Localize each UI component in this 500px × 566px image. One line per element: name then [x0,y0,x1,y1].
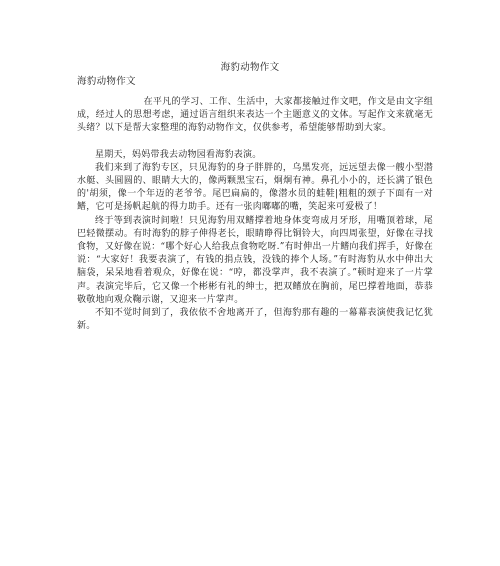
document-title: 海豹动物作文 [220,62,280,73]
document-body [77,96,433,333]
body-paragraph: 我们来到了海豹专区，只见海豹的身子胖胖的，乌黑发亮，远远望去像一艘小型潜水艇、头圆圆的、眼睛大大的，像两颗黑宝石，炯炯有神。鼻孔小小的，还长满了银色的'胡须，像一个年迈的老爷爷。尾巴扁扁的，像潜水员的蛙鞋|粗粗的颈子下面有一对鳍，它可是扬帆起航的得力助手。还有一张肉嘟嘟的嘴，笑起来可爱极了！ [77,162,433,213]
intro-paragraph: 在平凡的学习、工作、生活中，大家都接触过作文吧，作文是由文字组成，经过人的思想考虑，通过语言组织来表达一个主题意义的文体。写起作文来就毫无头绪？以下是帮大家整理的海豹动物作文，仅供参考，希望能够帮助到大家。 [77,97,433,134]
body-paragraph: 不知不觉时间到了，我依依不舍地离开了，但海豹那有趣的一幕幕表演使我记忆犹新。 [77,308,433,332]
document-subtitle: 海豹动物作文 [77,76,136,87]
body-paragraph: 星期天，妈妈带我去动物园看海豹表演。 [95,149,262,160]
body-paragraph: 终于等到表演时间啦！只见海豹用双鳍撑着地身体变弯成月牙形，用嘴顶着球，尾巴轻微摆动。有时海豹的脖子伸得老长，眼睛睁得比铜铃大，向四周张望，好像在寻找食物，又好像在说：“哪个好心人给我点食物吃呀.”有时伸出一片鳍向我们挥手，好像在说：“大家好！我要表演了，有钱的捐点钱，没钱的捧个人场。”有时海豹从水中伸出大脑袋，呆呆地看着观众，好像在说：“哼，都没掌声，我不表演了。”顿时迎来了一片掌声。表演完毕后，它又像一个彬彬有礼的绅士，把双鳍放在胸前，尾巴撑着地面，恭恭敬敬地向观众鞠示谢，又迎来一片掌声。 [77,215,433,305]
